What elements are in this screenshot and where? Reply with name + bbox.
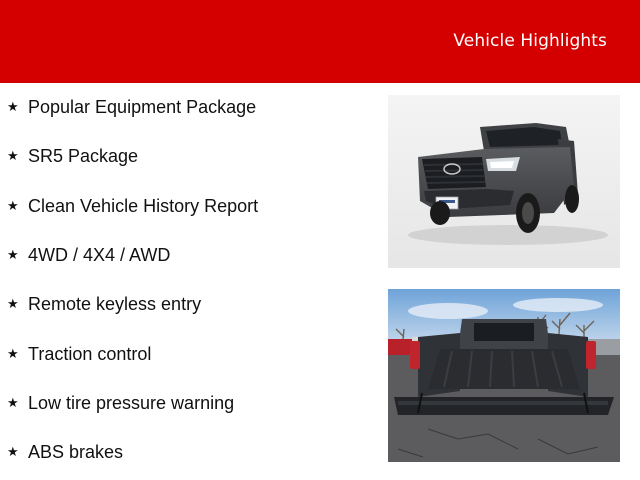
star-icon: ★	[7, 99, 19, 115]
feature-label: Remote keyless entry	[28, 293, 202, 314]
star-icon: ★	[7, 296, 19, 312]
list-item	[7, 440, 123, 464]
feature-label: Low tire pressure warning	[28, 392, 235, 413]
feature-label: Popular Equipment Package	[28, 96, 257, 117]
vehicle-photo-rear	[388, 289, 620, 462]
feature-label: ABS brakes	[28, 441, 124, 462]
list-item	[7, 292, 201, 316]
feature-label: SR5 Package	[28, 145, 139, 166]
list-item	[7, 391, 234, 415]
star-icon: ★	[7, 198, 19, 214]
star-icon: ★	[7, 247, 19, 263]
star-icon: ★	[7, 148, 19, 164]
star-icon: ★	[7, 444, 19, 460]
list-item	[7, 243, 170, 267]
vehicle-photo-front	[388, 95, 620, 268]
star-icon: ★	[7, 346, 19, 362]
page-title: Vehicle Highlights	[453, 31, 607, 51]
feature-label: 4WD / 4X4 / AWD	[28, 244, 171, 265]
list-item	[7, 144, 138, 168]
list-item	[7, 342, 151, 366]
feature-label: Traction control	[28, 343, 152, 364]
list-item	[7, 194, 258, 218]
header-banner	[0, 0, 640, 83]
star-icon: ★	[7, 395, 19, 411]
feature-label: Clean Vehicle History Report	[28, 195, 259, 216]
list-item	[7, 95, 256, 119]
